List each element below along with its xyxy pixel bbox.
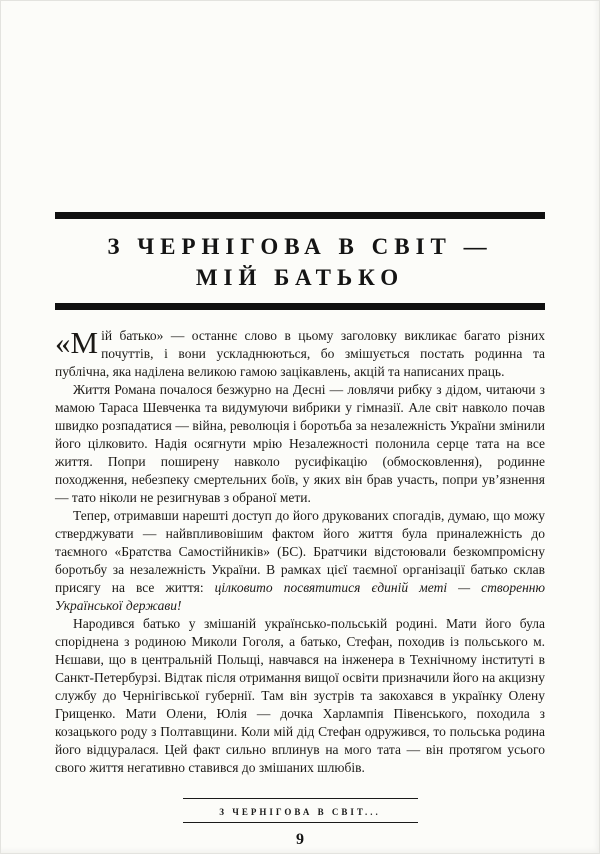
paragraph-1: [55, 327, 545, 381]
running-footer-box: [183, 798, 418, 823]
paragraph-3-emphasis: цілковито посвятитися єдиній меті — створенню Української держави!: [55, 580, 545, 613]
chapter-title: [55, 219, 545, 303]
title-top-rule: [55, 212, 545, 219]
paragraph-1-text: ій батько» — останнє слово в цьому заголовку викликає багато різних почуттів, і вони ускладнюються, бо змішується постать родинна та публічна, яка наділена великою гамою зацікавлень, акцій та написаних праць.: [55, 328, 545, 379]
drop-cap: «М: [55, 325, 99, 360]
paragraph-2: Життя Романа почалося безжурно на Десні — ловлячи рибку з дідом, читаючи з мамою Тараса Шевченка та видумуючи вибрики у гімназії. Але світ навколо почав швидко розпадатися — війна, революція і боротьба за незалежність України змінили його цілковито. Надія осягнути мрію Незалежності полонила серце тата на все життя. Попри поширену навколо русифікацію (обмосковлення), родинне походження, небезпеку смертельних боїв, у яких він брав участь, попри ув’язнення — тато ніколи не резигнував з обраної мети.: [55, 382, 545, 505]
page-number: 9: [296, 831, 304, 848]
paragraph-3-text: Тепер, отримавши нарешті доступ до його друкованих спогадів, думаю, що можу стверджувати — найвпливовішим фактом його життя була приналежність до таємного «Братства Самостійників» (БС). Братчики відстоювали безкомпромісну боротьбу за незалежність України. В рамках цієї таємної організації батько склав присягу на все життя:: [55, 508, 545, 595]
title-bottom-rule: [55, 303, 545, 310]
paragraph-3: [55, 507, 545, 615]
running-footer-text: З ЧЕРНІГОВА В СВІТ...: [219, 807, 381, 817]
body-text: [55, 327, 545, 777]
chapter-title-block: [55, 212, 545, 310]
chapter-title-line-2: МІЙ БАТЬКО: [195, 265, 405, 290]
running-footer: [0, 798, 600, 823]
paragraph-4: Народився батько у змішаній українсько-польській родині. Мати його була споріднена з родиною Миколи Гоголя, а батько, Стефан, походив із польського м. Нєшави, що в центральній Польщі, навчався на інженера в Технічному інституті в Санкт-Петербурзі. Відтак після отримання вищої освіти призначили його на акцизну службу до Чернігівської губернії. Там він зустрів та закохався в українку Олену Грищенко. Мати Олени, Юлія — дочка Харлампія Півенського, походила з козацького роду з Полтавщини. Коли мій дід Стефан одружився, то польська родина його відцуралася. Цей факт сильно вплинув на мого тата — він протягом усього свого життя негативно ставився до змішаних шлюбів.: [55, 616, 545, 775]
chapter-title-line-1: З ЧЕРНІГОВА В СВІТ —: [107, 234, 493, 259]
